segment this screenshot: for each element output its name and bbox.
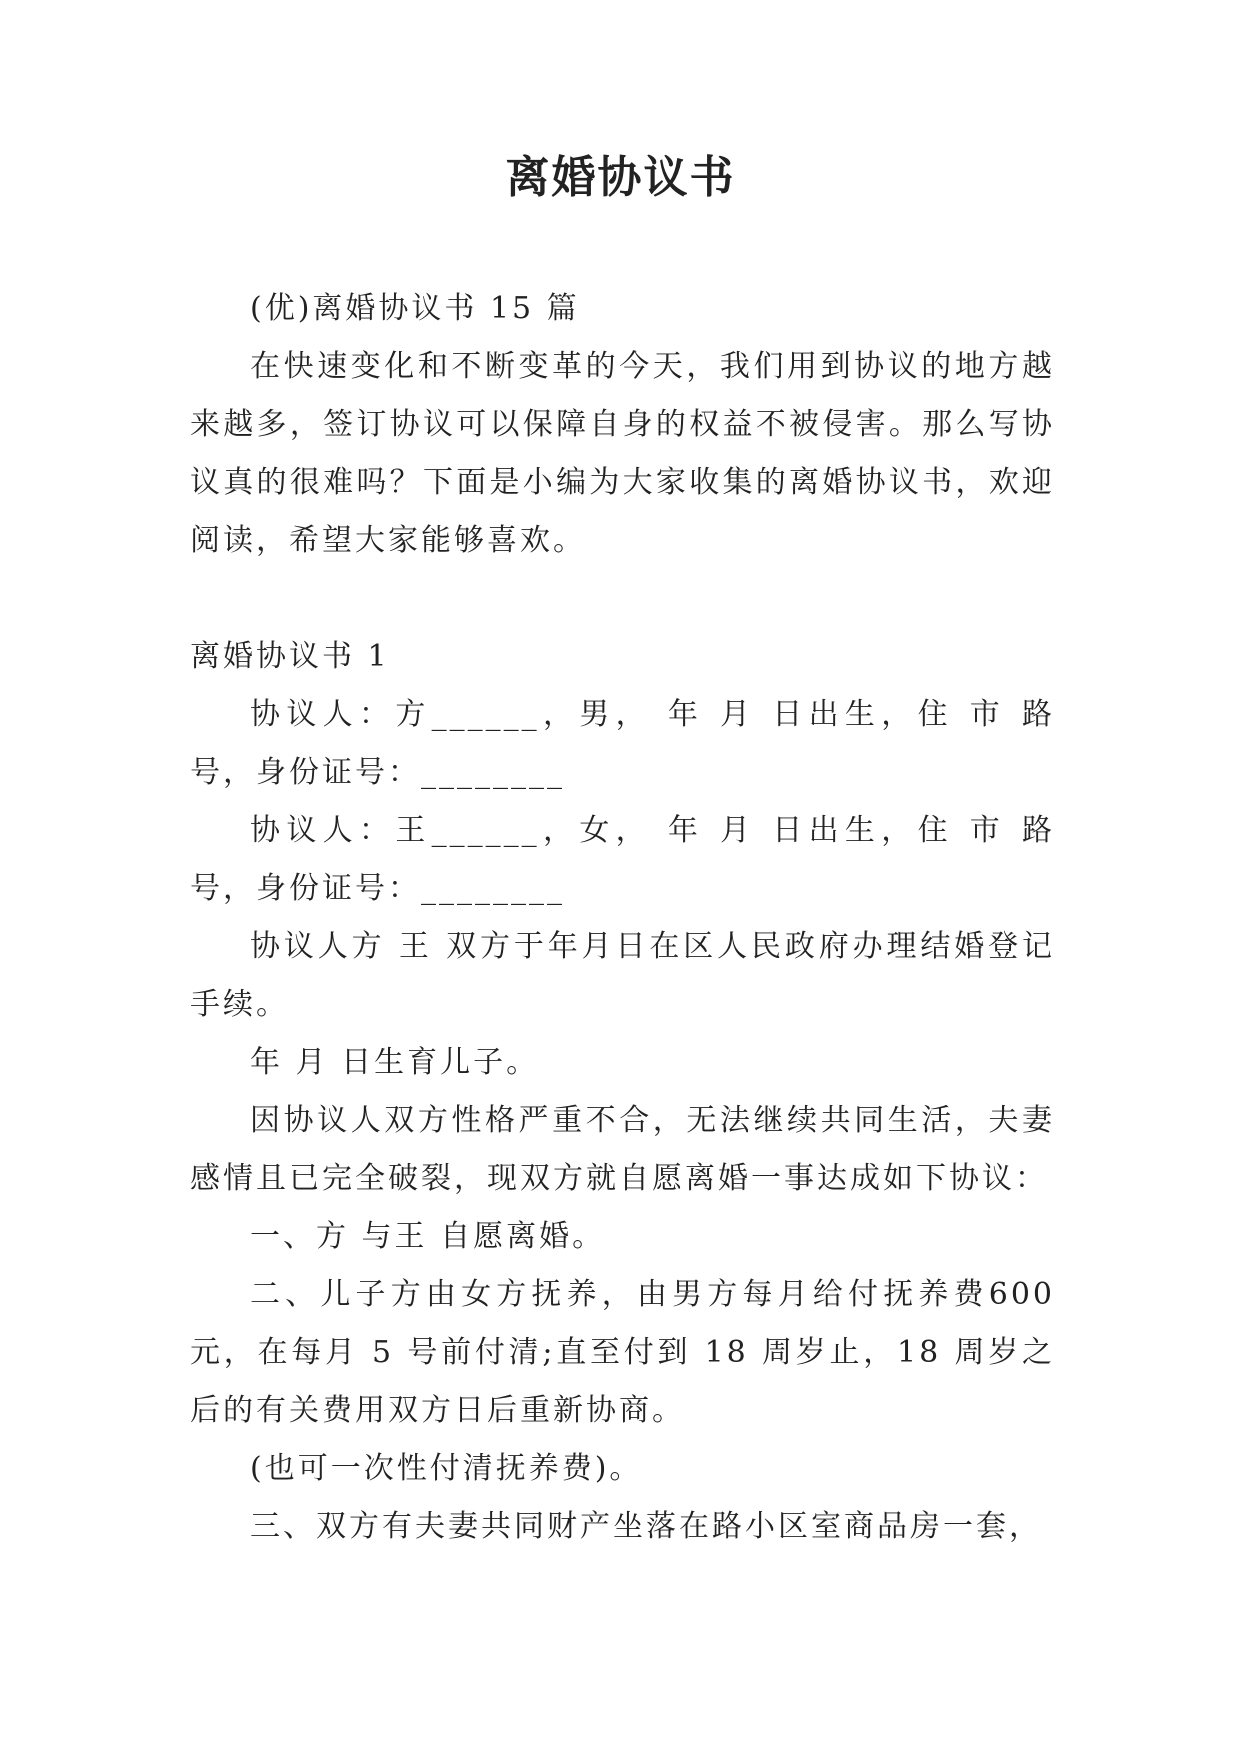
party-b-paragraph: 协议人：王______，女， 年 月 日出生，住 市 路 号，身份证号：________: [190, 813, 1055, 906]
document-body: [190, 280, 1055, 1556]
clause-three-paragraph: 三、双方有夫妻共同财产坐落在路小区室商品房一套，: [250, 1509, 1042, 1544]
clause-two-note-paragraph: (也可一次性付清抚养费)。: [250, 1451, 643, 1486]
clause-two-paragraph: 二、儿子方由女方抚养，由男方每月给付抚养费600元，在每月 5 号前付清;直至付到 18 周岁止，18 周岁之后的有关费用双方日后重新协商。: [190, 1277, 1055, 1428]
intro-paragraph: 在快速变化和不断变革的今天，我们用到协议的地方越来越多，签订协议可以保障自身的权益不被侵害。那么写协议真的很难吗？下面是小编为大家收集的离婚协议书，欢迎阅读，希望大家能够喜欢。: [190, 349, 1055, 558]
divorce-reason-paragraph: 因协议人双方性格严重不合，无法继续共同生活，夫妻感情且已完全破裂，现双方就自愿离婚一事达成如下协议：: [190, 1103, 1055, 1196]
document-subtitle: (优)离婚协议书 15 篇: [250, 291, 580, 326]
section-spacer: [190, 570, 1055, 628]
clause-one-paragraph: 一、方 与王 自愿离婚。: [250, 1219, 606, 1254]
section-heading: 离婚协议书 1: [190, 639, 390, 674]
party-a-paragraph: 协议人：方______，男， 年 月 日出生，住 市 路 号，身份证号：________: [190, 697, 1055, 790]
child-birth-paragraph: 年 月 日生育儿子。: [250, 1045, 540, 1080]
marriage-registration-paragraph: 协议人方 王 双方于年月日在区人民政府办理结婚登记手续。: [190, 929, 1055, 1022]
document-title: 离婚协议书: [505, 152, 736, 203]
